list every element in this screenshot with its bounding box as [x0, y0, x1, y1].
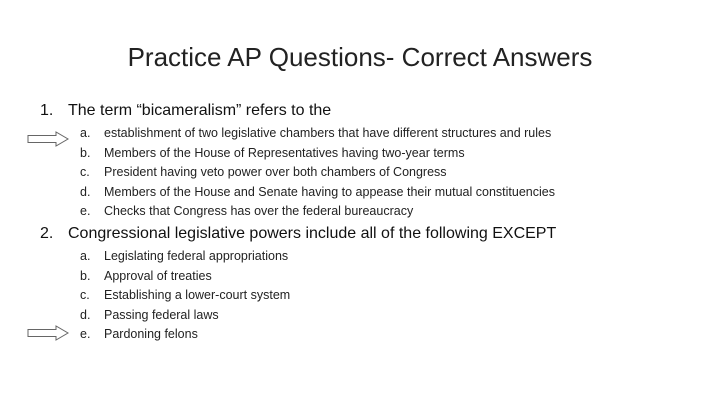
- option-text: Members of the House and Senate having to appease their mutual constituencies: [104, 184, 555, 199]
- option-text: establishment of two legislative chambers that have different structures and rules: [104, 126, 552, 140]
- question-number: 2.: [40, 225, 54, 242]
- option-text: Legislating federal appropriations: [104, 249, 289, 263]
- list-item: e. Checks that Congress has over the federal bureaucracy: [80, 204, 414, 219]
- option-text: Establishing a lower-court system: [104, 288, 291, 303]
- option-text: Approval of treaties: [104, 268, 212, 283]
- list-item: d. Passing federal laws: [80, 307, 219, 322]
- question-text: The term “bicameralism” refers to the: [68, 102, 332, 119]
- option-text: Members of the House of Representatives having two-year terms: [104, 145, 465, 160]
- option-text: Checks that Congress has over the federal bureaucracy: [104, 204, 414, 219]
- right-arrow-icon: [27, 325, 69, 341]
- question-text: Congressional legislative powers include all of the following EXCEPT: [68, 225, 557, 242]
- list-item: c. Establishing a lower-court system: [80, 288, 291, 303]
- option-text: Passing federal laws: [104, 307, 219, 322]
- list-item: c. President having veto power over both chambers of Congress: [80, 165, 447, 180]
- answer-options-1: [80, 124, 555, 222]
- question-number: 1.: [40, 102, 54, 119]
- list-item: b. Members of the House of Representatives having two-year terms: [80, 145, 465, 160]
- list-item: e. Pardoning felons: [80, 327, 198, 342]
- question-1: [40, 102, 331, 120]
- option-text: Pardoning felons: [104, 327, 198, 342]
- list-item: a. Legislating federal appropriations: [80, 249, 289, 263]
- list-item: a. establishment of two legislative chambers that have different structures and rules: [80, 126, 552, 140]
- right-arrow-icon: [27, 131, 69, 147]
- option-text: President having veto power over both chambers of Congress: [104, 165, 447, 180]
- list-item: b. Approval of treaties: [80, 268, 212, 283]
- list-item: d. Members of the House and Senate having to appease their mutual constituencies: [80, 184, 555, 199]
- slide-title: Practice AP Questions- Correct Answers: [127, 42, 593, 72]
- question-2: [40, 225, 556, 243]
- answer-options-2: [80, 247, 290, 345]
